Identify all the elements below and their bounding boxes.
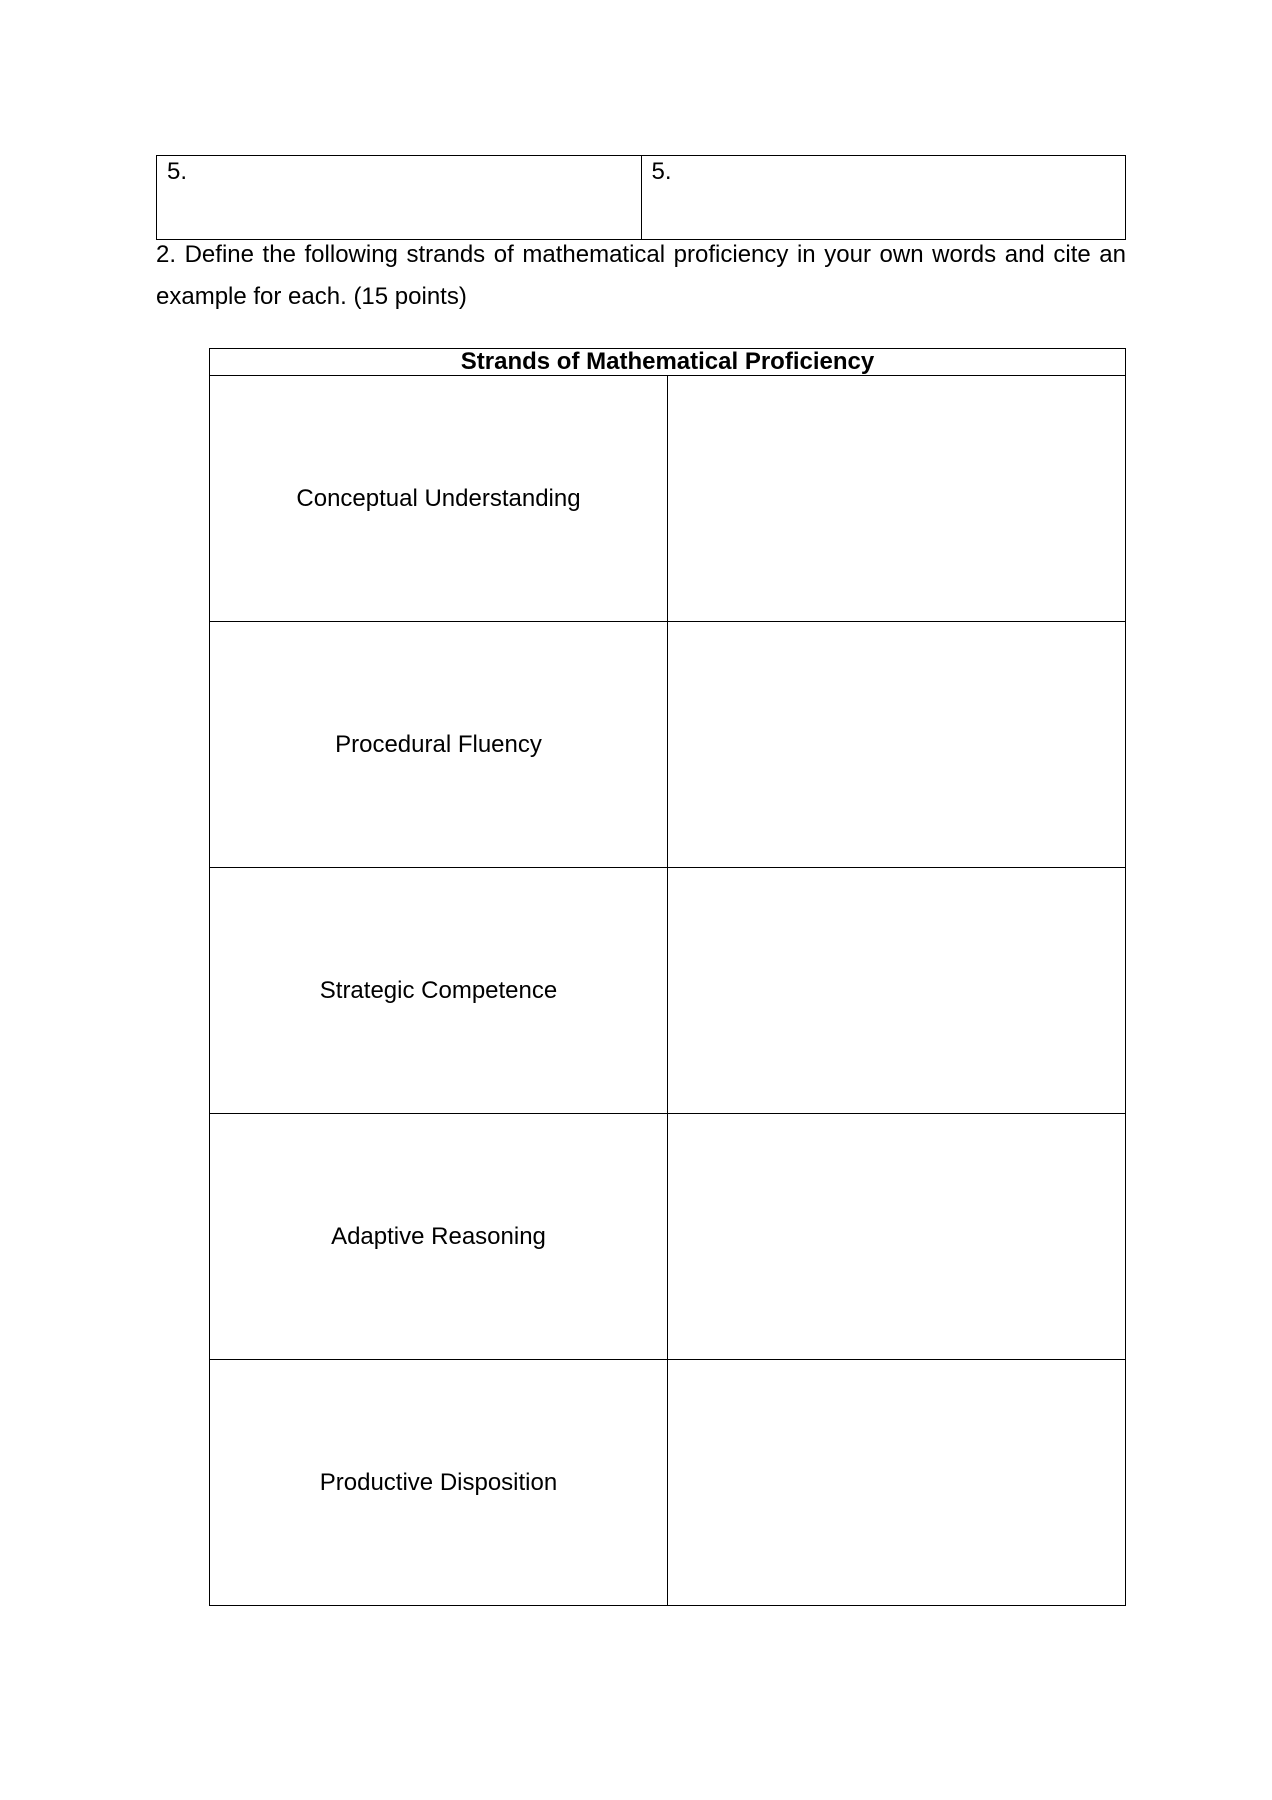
- strand-label: Conceptual Understanding: [210, 376, 668, 622]
- table-row: [210, 1360, 1126, 1606]
- strand-label: Adaptive Reasoning: [210, 1114, 668, 1360]
- strand-label: Strategic Competence: [210, 868, 668, 1114]
- strand-label: Procedural Fluency: [210, 622, 668, 868]
- strand-label: Productive Disposition: [210, 1360, 668, 1606]
- table-header-row: [210, 349, 1126, 376]
- table-row: [210, 622, 1126, 868]
- question-instruction: 2. Define the following strands of mathematical proficiency in your own words and cite an example for each. (15 points): [156, 241, 1126, 310]
- right-answer-cell: 5.: [641, 156, 1126, 240]
- table-row: [210, 1114, 1126, 1360]
- answer-cell[interactable]: [668, 376, 1126, 622]
- answer-cell[interactable]: [668, 868, 1126, 1114]
- answer-cell[interactable]: [668, 622, 1126, 868]
- answer-cell[interactable]: [668, 1360, 1126, 1606]
- previous-answer-table: [156, 155, 1126, 240]
- table-row: [157, 156, 1126, 240]
- left-answer-cell: 5.: [157, 156, 642, 240]
- answer-cell[interactable]: [668, 1114, 1126, 1360]
- table-row: [210, 868, 1126, 1114]
- table-header: Strands of Mathematical Proficiency: [210, 349, 1126, 376]
- strands-table: [209, 348, 1126, 1606]
- table-row: [210, 376, 1126, 622]
